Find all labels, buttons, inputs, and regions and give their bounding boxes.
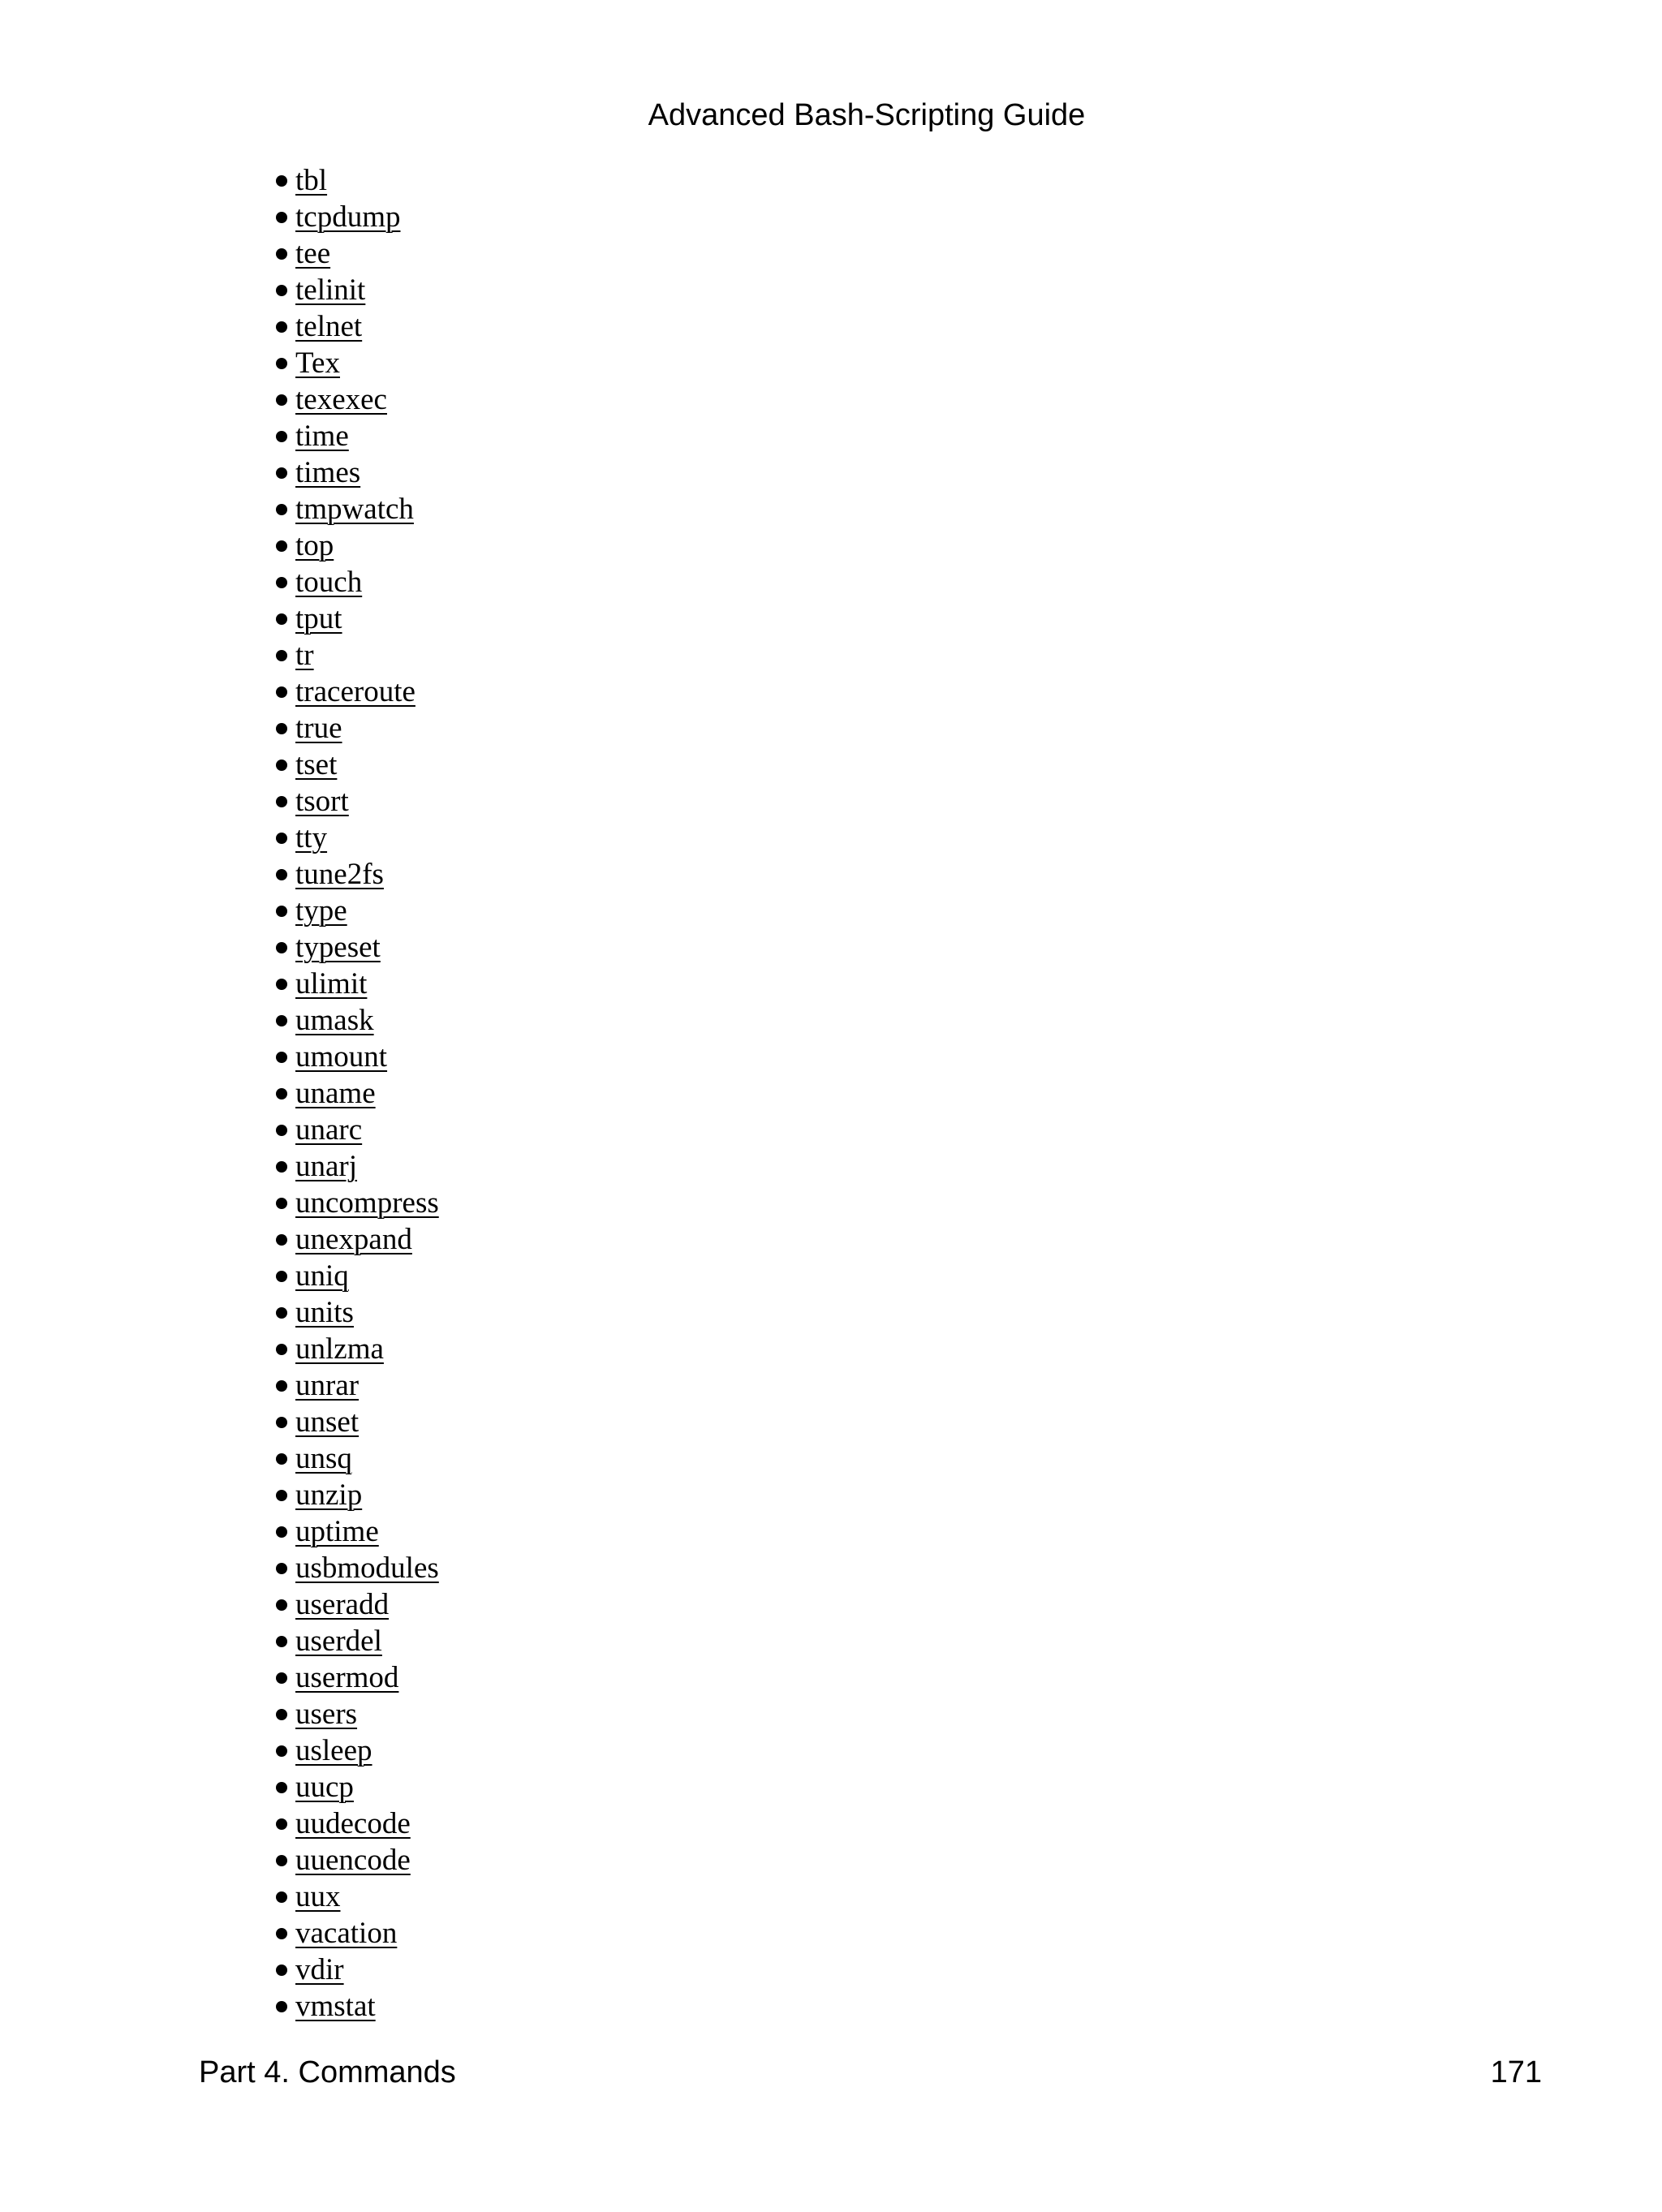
bullet-icon xyxy=(276,650,287,661)
command-link[interactable]: typeset xyxy=(295,931,381,964)
list-item xyxy=(276,235,439,272)
list-item xyxy=(276,1148,439,1185)
bullet-icon xyxy=(276,1490,287,1501)
list-item xyxy=(276,1805,439,1842)
bullet-icon xyxy=(276,1745,287,1757)
list-item xyxy=(276,1185,439,1221)
bullet-icon xyxy=(276,1052,287,1063)
list-item xyxy=(276,1769,439,1805)
bullet-icon xyxy=(276,2001,287,2012)
list-item xyxy=(276,454,439,491)
list-item xyxy=(276,1294,439,1331)
bullet-icon xyxy=(276,1453,287,1465)
command-link[interactable]: vacation xyxy=(295,1917,398,1950)
command-link[interactable]: uname xyxy=(295,1077,376,1110)
list-item xyxy=(276,272,439,308)
command-link[interactable]: vdir xyxy=(295,1953,344,1986)
list-item xyxy=(276,1732,439,1769)
command-link[interactable]: time xyxy=(295,420,349,453)
list-item xyxy=(276,1221,439,1258)
bullet-icon xyxy=(276,723,287,734)
bullet-icon xyxy=(276,1891,287,1903)
command-link[interactable]: unrar xyxy=(295,1369,360,1402)
list-item xyxy=(276,1659,439,1696)
list-item xyxy=(276,1696,439,1732)
document-title: Advanced Bash-Scripting Guide xyxy=(648,98,1086,132)
command-link[interactable]: unzip xyxy=(295,1478,363,1512)
bullet-icon xyxy=(276,1344,287,1355)
list-item xyxy=(276,1258,439,1294)
list-item xyxy=(276,1586,439,1623)
page-number: 171 xyxy=(1490,2055,1542,2089)
command-link[interactable]: tset xyxy=(295,748,338,781)
command-link[interactable]: unsq xyxy=(295,1442,352,1475)
command-link[interactable]: unarc xyxy=(295,1113,363,1147)
command-link[interactable]: vmstat xyxy=(295,1990,376,2023)
command-link[interactable]: tbl xyxy=(295,164,328,197)
bullet-icon xyxy=(276,1161,287,1173)
list-item xyxy=(276,893,439,929)
command-link[interactable]: touch xyxy=(295,566,363,599)
command-link[interactable]: usleep xyxy=(295,1734,372,1767)
list-item xyxy=(276,966,439,1002)
command-link[interactable]: times xyxy=(295,456,361,489)
list-item xyxy=(276,1513,439,1550)
list-item xyxy=(276,418,439,454)
command-link[interactable]: unarj xyxy=(295,1150,358,1183)
bullet-icon xyxy=(276,1599,287,1611)
command-link[interactable]: tput xyxy=(295,602,342,635)
command-link[interactable]: uucp xyxy=(295,1771,354,1804)
bullet-icon xyxy=(276,1855,287,1866)
list-item xyxy=(276,527,439,564)
bullet-icon xyxy=(276,1526,287,1538)
list-item xyxy=(276,929,439,966)
bullet-icon xyxy=(276,686,287,698)
command-link[interactable]: umask xyxy=(295,1004,374,1037)
command-link[interactable]: tsort xyxy=(295,785,349,818)
command-link[interactable]: useradd xyxy=(295,1588,390,1621)
bullet-icon xyxy=(276,1015,287,1026)
command-link[interactable]: top xyxy=(295,529,334,562)
command-link[interactable]: true xyxy=(295,712,342,745)
list-item xyxy=(276,491,439,527)
command-link[interactable]: uncompress xyxy=(295,1186,439,1220)
command-link[interactable]: userdel xyxy=(295,1625,382,1658)
bullet-icon xyxy=(276,906,287,917)
command-link[interactable]: uniq xyxy=(295,1259,349,1293)
list-item xyxy=(276,673,439,710)
bullet-icon xyxy=(276,285,287,296)
command-link[interactable]: tmpwatch xyxy=(295,493,414,526)
list-item xyxy=(276,1404,439,1440)
list-item xyxy=(276,1915,439,1952)
bullet-icon xyxy=(276,321,287,333)
list-item xyxy=(276,1550,439,1586)
command-link[interactable]: telnet xyxy=(295,310,363,343)
list-item xyxy=(276,820,439,856)
bullet-icon xyxy=(276,613,287,625)
list-item xyxy=(276,162,439,199)
command-link[interactable]: users xyxy=(295,1698,358,1731)
bullet-icon xyxy=(276,796,287,807)
bullet-icon xyxy=(276,833,287,844)
command-link[interactable]: unexpand xyxy=(295,1223,412,1256)
list-item xyxy=(276,564,439,600)
list-item xyxy=(276,1623,439,1659)
command-link[interactable]: tr xyxy=(295,639,314,672)
command-link[interactable]: usbmodules xyxy=(295,1551,439,1585)
bullet-icon xyxy=(276,175,287,187)
bullet-icon xyxy=(276,358,287,369)
bullet-icon xyxy=(276,1928,287,1939)
list-item xyxy=(276,1477,439,1513)
list-item xyxy=(276,381,439,418)
bullet-icon xyxy=(276,1234,287,1246)
command-link[interactable]: ulimit xyxy=(295,967,368,1001)
list-item xyxy=(276,1440,439,1477)
list-item xyxy=(276,308,439,345)
command-link[interactable]: units xyxy=(295,1296,354,1329)
list-item xyxy=(276,783,439,820)
bullet-icon xyxy=(276,212,287,223)
command-link[interactable]: tcpdump xyxy=(295,200,401,234)
bullet-icon xyxy=(276,1818,287,1830)
command-link[interactable]: umount xyxy=(295,1040,388,1074)
bullet-icon xyxy=(276,467,287,479)
list-item xyxy=(276,600,439,637)
list-item xyxy=(276,1988,439,2025)
bullet-icon xyxy=(276,1636,287,1647)
list-item xyxy=(276,199,439,235)
command-link[interactable]: unset xyxy=(295,1405,360,1439)
command-link[interactable]: type xyxy=(295,894,347,927)
list-item xyxy=(276,1952,439,1988)
bullet-icon xyxy=(276,431,287,442)
command-link[interactable]: telinit xyxy=(295,273,366,307)
command-link[interactable]: uptime xyxy=(295,1515,379,1548)
bullet-icon xyxy=(276,577,287,588)
command-link[interactable]: texexec xyxy=(295,383,387,416)
command-link[interactable]: tee xyxy=(295,237,331,270)
command-list xyxy=(276,162,439,2025)
bullet-icon xyxy=(276,942,287,953)
command-link[interactable]: uuencode xyxy=(295,1844,411,1877)
bullet-icon xyxy=(276,1307,287,1319)
list-item xyxy=(276,710,439,747)
list-item xyxy=(276,1112,439,1148)
list-item xyxy=(276,1075,439,1112)
bullet-icon xyxy=(276,394,287,406)
command-link[interactable]: Tex xyxy=(295,346,340,380)
list-item xyxy=(276,345,439,381)
bullet-icon xyxy=(276,1417,287,1428)
command-link[interactable]: usermod xyxy=(295,1661,399,1694)
bullet-icon xyxy=(276,979,287,990)
bullet-icon xyxy=(276,1672,287,1684)
bullet-icon xyxy=(276,760,287,771)
bullet-icon xyxy=(276,1088,287,1100)
command-link[interactable]: traceroute xyxy=(295,675,416,708)
bullet-icon xyxy=(276,504,287,515)
command-link[interactable]: uux xyxy=(295,1880,341,1913)
bullet-icon xyxy=(276,1271,287,1282)
page-header xyxy=(0,96,1662,135)
page-footer xyxy=(199,2053,1542,2092)
bullet-icon xyxy=(276,1782,287,1793)
list-item xyxy=(276,747,439,783)
list-item xyxy=(276,1331,439,1367)
bullet-icon xyxy=(276,1965,287,1976)
bullet-icon xyxy=(276,1198,287,1209)
footer-section: Part 4. Commands xyxy=(199,2055,456,2089)
command-link[interactable]: uudecode xyxy=(295,1807,411,1840)
list-item xyxy=(276,637,439,673)
list-item xyxy=(276,1367,439,1404)
bullet-icon xyxy=(276,1125,287,1136)
command-link[interactable]: tune2fs xyxy=(295,858,384,891)
list-item xyxy=(276,1002,439,1039)
bullet-icon xyxy=(276,540,287,552)
bullet-icon xyxy=(276,248,287,260)
bullet-icon xyxy=(276,869,287,880)
list-item xyxy=(276,1842,439,1878)
list-item xyxy=(276,1878,439,1915)
command-link[interactable]: tty xyxy=(295,821,328,854)
command-link[interactable]: unlzma xyxy=(295,1332,384,1366)
list-item xyxy=(276,1039,439,1075)
bullet-icon xyxy=(276,1563,287,1574)
bullet-icon xyxy=(276,1380,287,1392)
bullet-icon xyxy=(276,1709,287,1720)
list-item xyxy=(276,856,439,893)
